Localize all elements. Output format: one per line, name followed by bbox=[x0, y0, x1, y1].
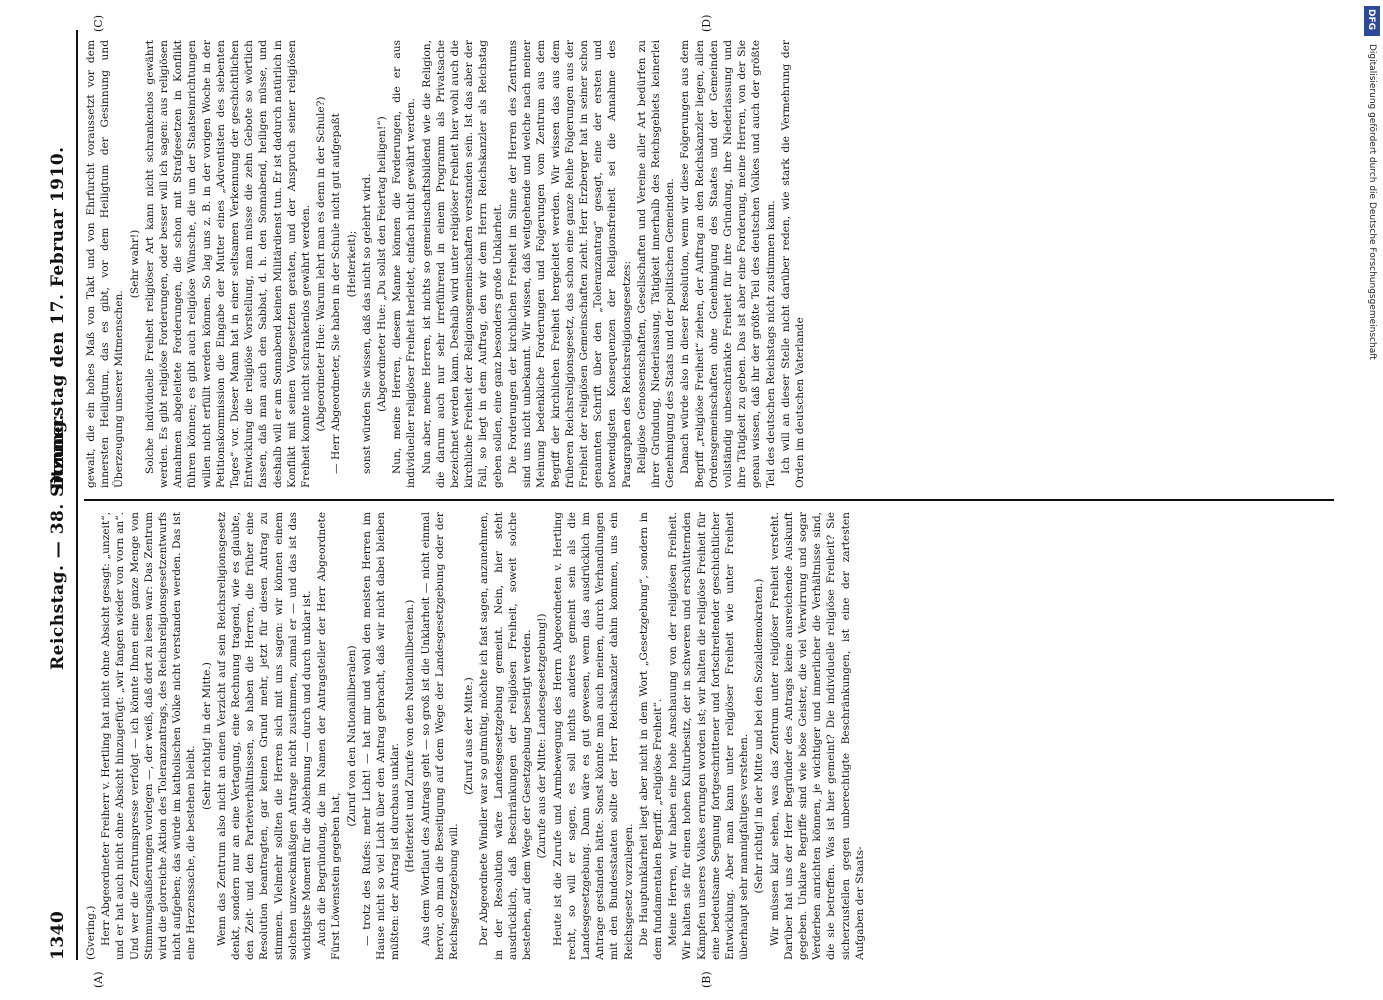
left-column-paragraph: (Sehr richtig! in der Mitte und bei den Sozialdemokraten.) bbox=[753, 578, 766, 894]
left-column-paragraph: Auch die Begründung, die im Namen der Antragsteller der Herr Abgeordnete Fürst Löwenstein gegeben hat, bbox=[316, 512, 343, 960]
left-column-paragraph: (Zuruf von den Nationalliberalen) bbox=[345, 645, 358, 827]
right-column-paragraph: gewalt, die ein hohes Maß von Takt und von Ehrfurcht voraussetzt vor dem innersten Heiligtum, das es gibt, vor dem Heiligtum der Gesinnung und Überzeugung unserer Mitmenschen. bbox=[85, 40, 126, 488]
right-column-paragraph: Nun aber, meine Herren, ist nichts so gemeinschaftsbildend wie die Religion, die darum auch nur sehr irreführend in einem Programm als Privatsache bezeichnet werden kann. Deshalb wird unter religiöser Freiheit hier wohl auch die kirchliche Freiheit der Religionsgemeinschaften verstanden sein. Ist das aber der Fall, so liegt in dem Auftrag, den wir dem Herrn Reichskanzler als Reichstag geben sollen, eine ganz besonders große Unklarheit. bbox=[420, 40, 504, 488]
credit-text-box bbox=[1363, 44, 1381, 984]
right-column bbox=[84, 40, 1334, 488]
left-column-paragraph: Aus dem Wortlaut des Antrags geht — so groß ist die Unklarheit — nicht einmal hervor, ob man die Beseitigung auf dem Wege der Landesgesetzgebung oder der Reichsgesetzgebung will. bbox=[419, 512, 461, 960]
column-divider bbox=[84, 499, 1334, 501]
right-column-paragraph: Solche individuelle Freiheit religiöser Art kann nicht schrankenlos gewährt werden. Es gibt religiöse Forderungen, oder besser will ich sagen: aus religiösen Annahmen abgeleitete Forderungen, die schon mit Strafgesetzen in Konflikt führen können; es gibt auch religiöse Wünsche, die um der Staatseinrichtungen willen nicht erfüllt werden können. So lag uns z. B. in der vorigen Woche in der Petitionskommission die Eingabe der Mutter eines „Adventisten des siebenten Tages“ vor. Dieser Mann hat in einer seltsamen Verkennung der geschichtlichen Entwicklung die religiöse Vorstellung, man müsse die zehn Gebote so wörtlich fassen, daß man auch den Sabbat, d. h. den Sonnabend, heiligen müsse, und deshalb will er am Sonnabend keinen Militärdienst tun. Er ist dadurch natürlich in Konflikt mit seinen Vorgesetzten geraten, und der Anspruch seiner religiösen Freiheit konnte nicht schrankenlos gewährt werden. bbox=[143, 40, 313, 488]
right-column-paragraph: (Abgeordneter Hue: „Du sollst den Feiertag heiligen!“) bbox=[376, 116, 389, 412]
margin-marker-a: (A) bbox=[92, 971, 105, 988]
right-column-paragraph: sonst würden Sie wissen, daß das nicht so gelehrt wird. bbox=[360, 173, 373, 474]
left-column-paragraph: (Zurufe aus der Mitte: Landesgesetzgebung!) bbox=[536, 613, 549, 859]
right-column-paragraph: (Heiterkeit); bbox=[345, 230, 358, 298]
credit-text: Digitalisierung gefördert durch die Deutsche Forschungsgemeinschaft bbox=[1367, 44, 1377, 360]
left-column-paragraph: (Heiterkeit und Zurufe von den Nationalliberalen.) bbox=[404, 599, 417, 873]
left-column-paragraph: — trotz des Rufes: mehr Licht! — hat mir und wohl den meisten Herren im Hause nicht so viel Licht über den Antrag gebracht, daß wir nicht dabei bleiben müßten: der Antrag ist durchaus unklar. bbox=[360, 512, 402, 960]
right-column-paragraph: Nun, meine Herren, diesem Manne können die Forderungen, die er aus individueller religiöser Freiheit herleitet, einfach nicht gewährt werden. bbox=[391, 40, 418, 488]
right-column-paragraph: (Sehr wahr!) bbox=[128, 229, 141, 299]
right-column-paragraph: — Herr Abgeordneter, Sie haben in der Schule nicht gut aufgepaßt bbox=[330, 113, 343, 474]
left-column-paragraph: Der Abgeordnete Windler war so gutmütig, möchte ich fast sagen, anzunehmen, in der Resolution wäre Landesgesetzgebung gemeint. Nein, hier steht ausdrücklich, daß Beschränkungen der religiösen Freiheit, soweit solche bestehen, auf dem Wege der Gesetzgebung beseitigt werden. bbox=[478, 512, 534, 960]
header-left-title: Reichstag. — 38. Sitzung. bbox=[48, 414, 68, 670]
left-column-paragraph: (Gvering.) bbox=[85, 905, 97, 960]
digitization-credit bbox=[1363, 4, 1381, 996]
left-column-paragraph: Meine Herren, wir haben eine hohe Anschauung von der religiösen Freiheit. Wir halten sie für einen hohen Kulturbesitz, der in schweren und erschütternden Kämpfen unseres Volkes errungen worden ist; wir halten die religiöse Freiheit für eine bedeutsame Segnung fortgeschrittener und fortschreitender geschichtlicher Entwicklung. Aber man kann unter religiöser Freiheit wie unter Freiheit überhaupt sehr mannigfaltiges verstehen. bbox=[667, 512, 751, 960]
left-column bbox=[84, 512, 1334, 960]
header-rule bbox=[76, 30, 78, 960]
header-right-title: Donnerstag den 17. Februar 1910. bbox=[48, 146, 68, 490]
left-column-paragraph: Herr Abgeordneter Freiherr v. Hertling hat nicht ohne Absicht gesagt: „unzeit“, und er hat auch nicht ohne Absicht hinzugefügt: „wir fangen wieder von vorn an“. Und wer die Zentrumspresse verfolgt — ich könnte Ihnen eine ganze Menge von Stimmungsäußerungen vorlegen —, der weiß, daß dort zu lesen war: Das Zentrum wird die glorreiche Aktion des Toleranzantrags, des Reichsreligionsgesetzentwurfs nicht aufgeben; das würde im katholischen Volke nicht verstanden werden. Das ist eine Herzenssache, die bestehen bleibt. bbox=[100, 512, 198, 960]
left-column-paragraph: Wir müssen klar sehen, was das Zentrum unter religiöser Freiheit versteht. Darüber hat uns der Herr Begründer des Antrags keine ausreichende Auskunft gegeben. Unklare Begriffe sind wie böse Geister, die viel Verwirrung und sogar Verderben anrichten können, je wichtiger und innerlicher die Verhältnisse sind, die sie betreffen. Was ist hier gemeint? Die individuelle religiöse Freiheit? Sie sicherzustellen gegen unberechtigte Beschränkungen, ist eine der zartesten Aufgaben der Staats- bbox=[768, 512, 866, 960]
right-column-paragraph: Ich will an dieser Stelle nicht darüber reden, wie stark die Vermehrung der Orden im deutschen Vaterlande bbox=[779, 40, 806, 488]
right-column-paragraph: Danach würde also in dieser Resolution, wenn wir diese Folgerungen aus dem Begriff „religiöse Freiheit“ ziehen, der Auftrag an den Reichskanzler liegen, allen Ordensgemeinschaften ohne Genehmigung des Staates und der Gemeinden vollständig unbeschränkte Freiheit für ihre Gründung, ihre Niederlassung und ihre Tätigkeit zu geben. Das ist aber eine Forderung, meine Herren, von der Sie genau wissen, daß ihr der größte Teil des deutschen Volkes und auch der größte Teil des deutschen Reichstags nicht zustimmen kann. bbox=[679, 40, 777, 488]
margin-marker-c: (C) bbox=[92, 15, 105, 32]
right-column-paragraph: (Abgeordneter Hue: Warum lehrt man es denn in der Schule?) bbox=[315, 96, 328, 432]
left-column-paragraph: Wenn das Zentrum also nicht an einen Verzicht auf sein Reichsreligionsgesetz denkt, sondern nur an eine Vertagung, eine Rechnung tragend, wie es glaubte, den Zeit- und den Parteiverhältnissen, so haben die Herren, die früher eine Resolution beantragten, gar keinen Grund mehr, jetzt für diesen Antrag zu stimmen. Vielmehr sollten die Herren sich mit uns sagen: wir können einem solchen unzweckmäßigen Antrage nicht zustimmen, zumal er — und das ist das wichtigste Moment für die Ablehnung — durch und durch unklar ist. bbox=[215, 512, 314, 960]
margin-marker-b: (B) bbox=[700, 971, 713, 988]
page-number: 1340 bbox=[48, 910, 68, 960]
left-column-paragraph: (Sehr richtig! in der Mitte.) bbox=[200, 662, 213, 810]
page-header bbox=[48, 30, 74, 960]
left-column-paragraph: Heute ist die Zurufe und Armbewegung des Herrn Abgeordneten v. Hertling recht, so will er sagen, es soll nichts anderes gemeint sein als die Landesgesetzgebung. Dann wäre es gut gewesen, wenn das ausdrücklich im Antrage gestanden hätte. Sonst könnte man auch meinen, durch Verhandlungen mit den Bundesstaaten sollte der Herr Reichskanzler dahin kommen, uns ein Reichsgesetz vorzulegen. bbox=[551, 512, 635, 960]
right-column-paragraph: Die Forderungen der kirchlichen Freiheit im Sinne der Herren des Zentrums sind uns nicht unbekannt. Wir wissen, daß weitgehende und welche nach meiner Meinung bedenkliche Forderungen und Folgerungen vom Zentrum aus dem Begriff der kirchlichen Freiheit hergeleitet werden. Wir wissen das aus dem früheren Reichsreligionsgesetz, das schon eine ganze Reihe Folgerungen aus der Freiheit der religiösen Gemeinschaften zieht. Herr Erzberger hat in seiner schon genannten Schrift über den „Toleranzantrag“ gesagt, eine der ersten und notwendigsten Konsequenzen der Religionsfreiheit sei die Annahme des Paragraphen des Reichsreligionsgesetzes: bbox=[506, 40, 633, 488]
dfg-logo-text: DFG bbox=[1366, 9, 1376, 31]
left-column-paragraph: (Zuruf aus der Mitte.) bbox=[463, 677, 476, 795]
margin-marker-d: (D) bbox=[700, 14, 713, 32]
left-column-paragraph: Die Hauptunklarheit liegt aber nicht in dem Wort „Gesetzgebung“, sondern in dem fundamentalen Begriff: „religiöse Freiheit“. bbox=[637, 512, 664, 960]
right-column-paragraph: Religiöse Genossenschaften, Gesellschaften und Vereine aller Art bedürfen zu ihrer Gründung, Niederlassung, Tätigkeit innerhalb des Reichsgebiets keinerlei Genehmigung des Staats und der politischen Gemeinden. bbox=[635, 40, 677, 488]
dfg-logo bbox=[1364, 6, 1380, 36]
